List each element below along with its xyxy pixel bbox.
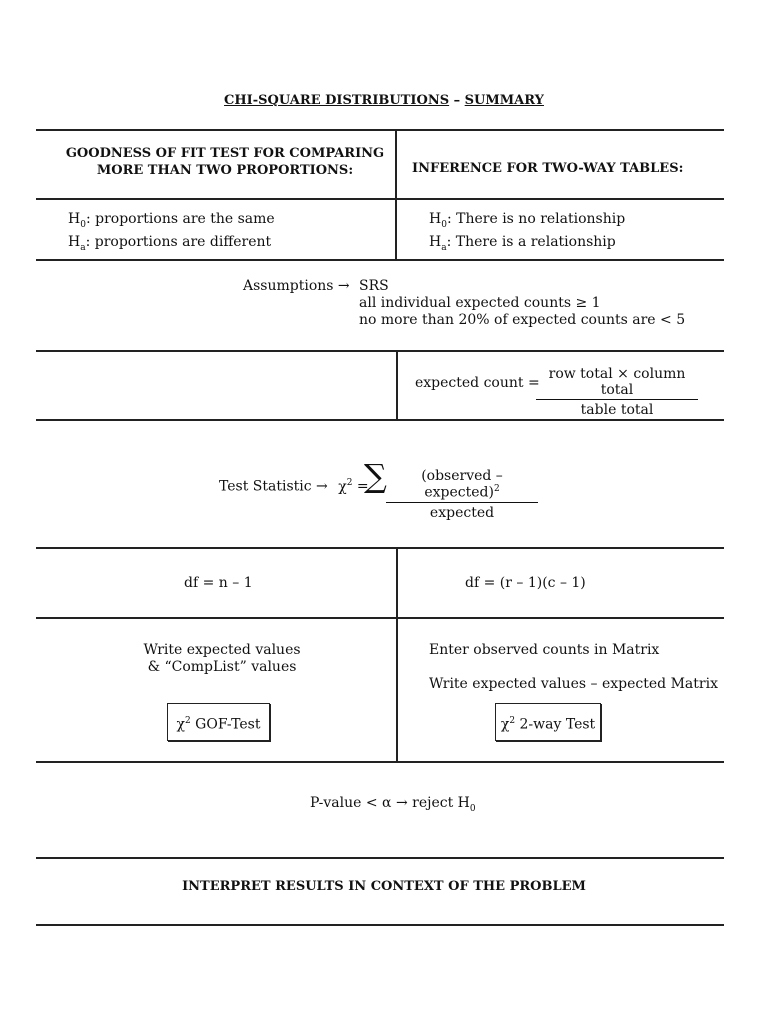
twoway-chi-sup: 2 [509,716,516,726]
decision-text: P-value < α → reject H [310,795,470,811]
assumption-item: all individual expected counts ≥ 1 [359,295,601,311]
decision-rule [310,795,476,814]
sigma-icon: ∑ [364,457,387,495]
twoway-calc-line1: Enter observed counts in Matrix [429,642,660,658]
twoway-df: df = (r – 1)(c – 1) [465,575,586,591]
gof-heading-line1: GOODNESS OF FIT TEST FOR COMPARING [65,146,385,161]
rule-1 [36,129,724,131]
gof-df: df = n – 1 [184,575,253,591]
gof-calc-line1: Write expected values [143,642,301,658]
divider-expected [396,350,398,420]
chi-square-numerator [386,468,538,503]
test-statistic-formula [219,478,369,495]
title-dash: – [449,93,465,108]
twoway-ha-text: : There is a relationship [446,233,616,250]
numerator-sup: 2 [493,484,500,494]
rule-9 [36,857,724,859]
twoway-button-label: 2-way Test [515,716,596,733]
interpret-results: INTERPRET RESULTS IN CONTEXT OF THE PROBLEM [182,879,586,894]
rule-3 [36,259,724,261]
gof-ha-text: : proportions are different [85,233,272,250]
twoway-ha [429,234,625,257]
test-statistic-label: Test Statistic → [219,478,328,495]
chi-square-fraction [386,468,538,521]
expected-count-fraction [536,366,698,418]
rule-10 [36,924,724,926]
rule-5 [36,419,724,421]
assumptions-label: Assumptions → [243,278,350,294]
gof-heading [40,145,410,179]
gof-chi-sup: 2 [184,716,191,726]
decision-sub: 0 [469,803,476,814]
twoway-ha-sub: a [441,242,447,253]
twoway-h0 [429,211,625,234]
chi-symbol: χ [338,478,347,495]
gof-h0 [68,211,275,234]
twoway-h0-label: H [429,211,442,227]
gof-ha-sub: a [80,242,86,253]
gof-test-button[interactable] [167,703,270,741]
twoway-heading: INFERENCE FOR TWO-WAY TABLES: [412,161,684,176]
title-summary: SUMMARY [464,93,544,108]
twoway-h0-sub: 0 [441,219,447,230]
gof-heading-line2: MORE THAN TWO PROPORTIONS: [96,163,354,178]
expected-count-label: expected count = [415,375,540,391]
chi-sup: 2 [346,478,353,488]
gof-h0-label: H [68,211,81,227]
gof-ha-label: H [68,233,81,250]
gof-calc-instructions [68,642,376,676]
twoway-calc-line2: Write expected values – expected Matrix [429,676,718,692]
rule-7 [36,617,724,619]
gof-button-label: GOF-Test [190,716,261,733]
assumptions-list [359,278,685,329]
twoway-h0-text: : There is no relationship [446,211,626,227]
chi-square-denominator: expected [429,504,495,521]
twoway-hypotheses [429,211,625,257]
gof-h0-text: : proportions are the same [85,211,275,227]
rule-6 [36,547,724,549]
gof-hypotheses [68,211,275,257]
divider-bottom [396,547,398,762]
rule-8 [36,761,724,763]
two-way-test-button[interactable] [495,703,601,741]
gof-calc-line2: & “CompList” values [147,659,297,675]
page-title [0,93,768,108]
assumption-item: SRS [359,278,389,294]
twoway-ha-label: H [429,233,442,250]
assumption-item: no more than 20% of expected counts are < 5 [359,312,686,328]
expected-count-numerator: row total × column total [536,366,698,400]
numerator-text: (observed – expected) [421,468,503,501]
gof-h0-sub: 0 [80,219,86,230]
rule-2 [36,198,724,200]
gof-chi: χ [176,716,185,733]
gof-ha [68,234,275,257]
rule-4 [36,350,724,352]
equals-sign: = [352,478,369,495]
twoway-chi: χ [500,716,510,733]
title-main: CHI-SQUARE DISTRIBUTIONS [224,93,450,108]
expected-count-denominator: table total [580,402,654,418]
